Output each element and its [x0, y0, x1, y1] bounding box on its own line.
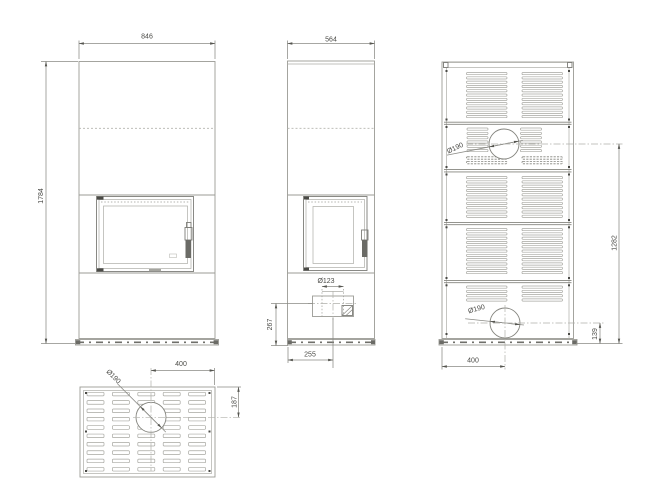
- screw-dot: [446, 70, 448, 72]
- vent-slot: [163, 426, 180, 430]
- dim-inlet-diameter: [317, 278, 343, 287]
- vent-slot: [521, 150, 542, 152]
- vent-slot: [467, 137, 488, 139]
- vent-slot: [112, 467, 129, 471]
- vent-slot: [522, 263, 563, 265]
- vent-slot: [112, 426, 129, 430]
- vent-slot: [87, 467, 104, 471]
- screw-dot: [446, 226, 448, 228]
- vent-slot: [467, 267, 508, 269]
- vent-slot: [522, 295, 563, 297]
- screw-dot: [568, 219, 570, 221]
- rear-flue-offset-label: 400: [467, 357, 479, 365]
- screw-dot: [568, 277, 570, 279]
- vent-slot: [467, 141, 488, 143]
- dim-rear-flue-lower-height: [468, 323, 604, 344]
- vent-slot: [467, 103, 508, 105]
- vent-slot: [467, 254, 508, 256]
- vent-slot: [522, 181, 563, 183]
- rear-view: [439, 62, 577, 345]
- vent-slot: [87, 426, 104, 430]
- screw-dot: [85, 392, 87, 394]
- side-hinge-top: [304, 197, 309, 200]
- vent-slot: [467, 81, 508, 83]
- vent-slot: [189, 459, 206, 463]
- screw-dot: [568, 119, 570, 121]
- vent-slot: [467, 107, 508, 109]
- rear-top-cap-left: [444, 63, 449, 68]
- vent-slot: [189, 451, 206, 455]
- vent-slot: [522, 98, 563, 100]
- vent-slot: [522, 250, 563, 252]
- vent-slot: [522, 207, 563, 209]
- top-flue-diameter-label: Ø190: [104, 368, 122, 386]
- top-flue-offset-x-label: 400: [175, 361, 187, 368]
- vent-slot: [138, 392, 155, 396]
- vent-slot: [467, 259, 508, 261]
- vent-slot: [467, 211, 508, 213]
- screw-dot: [446, 174, 448, 176]
- vent-slot: [467, 229, 508, 231]
- vent-slot: [163, 467, 180, 471]
- vent-slot: [163, 409, 180, 413]
- vent-slot: [467, 177, 508, 179]
- vent-slot: [467, 290, 508, 292]
- rear-flue-upper-height-label: 1282: [611, 235, 619, 251]
- screw-dot: [568, 126, 570, 128]
- vent-slot: [521, 141, 542, 143]
- vent-slot: [87, 459, 104, 463]
- vent-slot: [189, 442, 206, 446]
- vent-slot: [112, 409, 129, 413]
- screw-dot: [568, 226, 570, 228]
- vent-slot: [467, 263, 508, 265]
- side-handle-grip: [362, 240, 368, 257]
- front-hinge-top: [97, 197, 104, 200]
- vent-slot: [522, 116, 563, 118]
- vent-slot: [189, 434, 206, 438]
- vent-slot: [112, 459, 129, 463]
- vent-slot: [467, 90, 508, 92]
- top-view: [80, 387, 215, 477]
- vent-slot: [138, 434, 155, 438]
- vent-slot: [522, 290, 563, 292]
- vent-slot: [522, 77, 563, 79]
- screw-dot: [568, 284, 570, 286]
- rear-flue-lower-diameter-label: Ø190: [467, 303, 486, 316]
- front-glass-label-mark: [170, 254, 177, 258]
- front-handle-grip: [186, 240, 192, 258]
- inlet-diameter-label: Ø123: [317, 278, 335, 285]
- rear-flue-upper-diameter-label: Ø190: [446, 141, 465, 156]
- vent-slot: [522, 286, 563, 288]
- screw-dot: [446, 333, 448, 335]
- vent-slot: [522, 107, 563, 109]
- vent-slot: [112, 434, 129, 438]
- rear-vents-section2-left: [467, 128, 488, 152]
- vent-slot: [87, 392, 104, 396]
- screw-dot: [85, 431, 87, 433]
- screw-dot: [568, 166, 570, 168]
- front-door-frame: [97, 197, 194, 272]
- vent-slot: [189, 426, 206, 430]
- vent-slot: [521, 145, 542, 147]
- vent-slot: [467, 73, 508, 75]
- vent-slot: [467, 299, 508, 301]
- vent-slot: [87, 442, 104, 446]
- vent-slot: [138, 451, 155, 455]
- rear-vents-section5: [467, 286, 563, 301]
- side-door: [304, 197, 369, 271]
- vent-slot: [522, 259, 563, 261]
- vent-slot: [467, 237, 508, 239]
- vent-slot: [138, 467, 155, 471]
- vent-slot: [467, 246, 508, 248]
- vent-slot: [522, 299, 563, 301]
- screw-dot: [85, 470, 87, 472]
- rear-vents-section2-lower: [467, 157, 563, 164]
- vent-slot: [522, 157, 563, 159]
- screw-dot: [568, 333, 570, 335]
- dim-front-height: [38, 62, 78, 344]
- vent-slot: [163, 392, 180, 396]
- vent-slot: [522, 246, 563, 248]
- rear-vents-section1: [467, 73, 563, 118]
- vent-slot: [163, 434, 180, 438]
- vent-slot: [522, 194, 563, 196]
- rear-vents-section3: [467, 177, 563, 218]
- vent-slot: [112, 401, 129, 405]
- inlet-offset-label: 255: [304, 351, 316, 359]
- vent-slot: [87, 451, 104, 455]
- leader-top-flue: [105, 368, 166, 432]
- vent-slot: [522, 241, 563, 243]
- vent-slot: [521, 132, 542, 134]
- vent-slot: [522, 81, 563, 83]
- vent-slot: [189, 409, 206, 413]
- vent-slot: [467, 161, 508, 163]
- vent-slot: [87, 401, 104, 405]
- vent-slot: [467, 189, 508, 191]
- vent-slot: [522, 161, 563, 163]
- vent-slot: [522, 237, 563, 239]
- vent-slot: [522, 202, 563, 204]
- vent-slot: [467, 128, 488, 130]
- vent-slot: [522, 272, 563, 274]
- side-door-glass: [313, 207, 354, 264]
- vent-slot: [467, 207, 508, 209]
- vent-slot: [87, 409, 104, 413]
- screw-dot: [568, 70, 570, 72]
- front-door-frame-inner: [99, 200, 191, 269]
- rear-flue-lower-height-label: 139: [592, 328, 599, 340]
- vent-slot: [522, 233, 563, 235]
- vent-slot: [163, 442, 180, 446]
- vent-slot: [467, 77, 508, 79]
- vent-slot: [467, 132, 488, 134]
- vent-slot: [467, 85, 508, 87]
- vent-slot: [189, 401, 206, 405]
- vent-slot: [467, 181, 508, 183]
- vent-slot: [522, 103, 563, 105]
- side-door-frame-inner: [306, 200, 365, 268]
- vent-slot: [467, 116, 508, 118]
- vent-slot: [467, 215, 508, 217]
- side-depth-label: 564: [325, 36, 337, 44]
- vent-slot: [189, 417, 206, 421]
- vent-slot: [467, 250, 508, 252]
- vent-slot: [163, 451, 180, 455]
- vent-slot: [112, 451, 129, 455]
- front-base-cap-right: [214, 340, 219, 344]
- screw-dot: [568, 174, 570, 176]
- vent-slot: [522, 229, 563, 231]
- front-height-label: 1784: [38, 188, 45, 204]
- vent-slot: [467, 202, 508, 204]
- front-body: [79, 62, 215, 339]
- rear-base: [439, 340, 577, 346]
- vent-slot: [522, 73, 563, 75]
- vent-slot: [467, 98, 508, 100]
- side-base-cap-left: [288, 340, 292, 344]
- vent-slot: [138, 442, 155, 446]
- vent-slot: [522, 254, 563, 256]
- vent-slot: [521, 137, 542, 139]
- screw-dot: [446, 277, 448, 279]
- vent-slot: [189, 467, 206, 471]
- screw-dot: [446, 126, 448, 128]
- front-hinge-bottom: [97, 268, 104, 271]
- vent-slot: [522, 111, 563, 113]
- vent-slot: [467, 286, 508, 288]
- screw-dot: [209, 470, 211, 472]
- rear-top-cap-right: [568, 63, 573, 68]
- vent-slot: [467, 194, 508, 196]
- screw-dot: [209, 392, 211, 394]
- screw-dot: [446, 166, 448, 168]
- front-logo-mark: [149, 269, 161, 271]
- vent-slot: [467, 295, 508, 297]
- vent-slot: [522, 211, 563, 213]
- screw-dot: [446, 284, 448, 286]
- vent-slot: [112, 417, 129, 421]
- vent-slot: [112, 442, 129, 446]
- vent-slot: [522, 198, 563, 200]
- vent-slot: [522, 90, 563, 92]
- vent-slot: [467, 241, 508, 243]
- inlet-height-label: 267: [267, 318, 274, 331]
- rear-vents-section2-right: [521, 128, 542, 152]
- vent-slot: [163, 401, 180, 405]
- vent-slot: [467, 145, 488, 147]
- front-base-cap-left: [76, 340, 81, 344]
- screw-dot: [446, 219, 448, 221]
- vent-slot: [467, 111, 508, 113]
- vent-slot: [467, 233, 508, 235]
- vent-slot: [467, 272, 508, 274]
- vent-slot: [522, 94, 563, 96]
- dim-front-width: [79, 34, 215, 60]
- vent-slot: [521, 128, 542, 130]
- front-base: [76, 340, 219, 346]
- vent-slot: [467, 198, 508, 200]
- vent-slot: [87, 434, 104, 438]
- vent-slot: [522, 85, 563, 87]
- dim-side-depth: [288, 37, 375, 60]
- vent-slot: [522, 267, 563, 269]
- vent-slot: [522, 189, 563, 191]
- vent-slot: [163, 459, 180, 463]
- vent-slot: [522, 185, 563, 187]
- front-door-glass: [104, 206, 188, 264]
- vent-slot: [467, 94, 508, 96]
- side-base-cap-right: [371, 340, 375, 344]
- top-flue-offset-y-label: 187: [231, 396, 239, 408]
- rear-top-cap: [444, 63, 573, 68]
- screw-dot: [209, 431, 211, 433]
- vent-slot: [189, 392, 206, 396]
- side-air-inlet: [308, 289, 358, 320]
- vent-slot: [87, 417, 104, 421]
- vent-slot: [467, 185, 508, 187]
- side-base: [288, 340, 376, 346]
- side-hinge-bottom: [304, 268, 309, 271]
- vent-slot: [138, 459, 155, 463]
- front-view: [76, 62, 219, 346]
- front-door: [97, 197, 194, 272]
- vent-slot: [522, 215, 563, 217]
- rear-vents-section4: [467, 229, 563, 274]
- front-width-label: 846: [141, 33, 153, 41]
- screw-dot: [446, 119, 448, 121]
- side-view: [288, 61, 376, 345]
- vent-slot: [522, 177, 563, 179]
- rear-base-cap-left: [439, 340, 444, 344]
